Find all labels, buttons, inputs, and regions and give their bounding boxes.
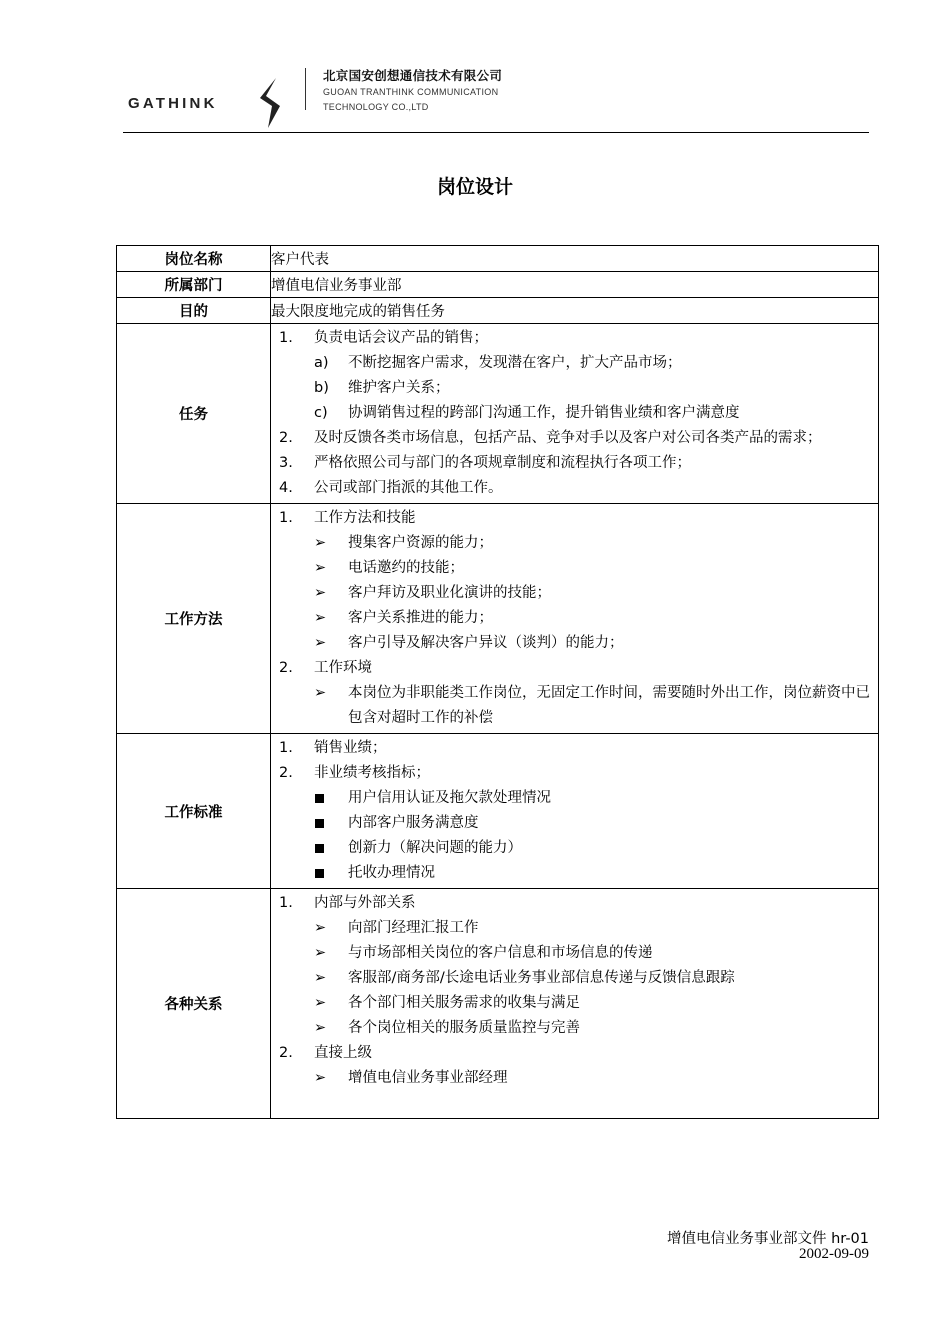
- company-logo-wordmark: GATHINK: [128, 95, 218, 112]
- list-item: 内部客户服务满意度: [279, 811, 878, 836]
- list-item: ➢ 向部门经理汇报工作: [279, 916, 878, 941]
- header-rule: [123, 132, 869, 133]
- list-item: ➢ 与市场部相关岗位的客户信息和市场信息的传递: [279, 941, 878, 966]
- list-item: c) 协调销售过程的跨部门沟通工作，提升销售业绩和客户满意度: [314, 405, 740, 421]
- row-goal: [117, 298, 879, 324]
- list-item: ➢ 客户拜访及职业化演讲的技能；: [279, 581, 878, 606]
- list-item: ➢ 增值电信业务事业部经理: [279, 1066, 878, 1091]
- value-work-standard: [271, 734, 879, 889]
- list-item: 4. 公司或部门指派的其他工作。: [279, 480, 503, 496]
- list-item: 2. 直接上级: [279, 1045, 372, 1061]
- arrow-bullet-icon: ➢: [314, 560, 327, 576]
- list-item: 1. 内部与外部关系: [279, 895, 416, 911]
- list-item: a) 不断挖掘客户需求，发现潜在客户，扩大产品市场；: [314, 355, 682, 371]
- square-bullet-icon: [315, 819, 324, 828]
- company-name-cn: 北京国安创想通信技术有限公司: [323, 68, 503, 83]
- company-name-en-line1: GUOAN TRANTHINK COMMUNICATION: [323, 87, 499, 97]
- header-separator: [305, 68, 306, 110]
- arrow-bullet-icon: ➢: [314, 635, 327, 651]
- footer-date: 2002-09-09: [799, 1246, 869, 1262]
- list-item: ➢ 各个部门相关服务需求的收集与满足: [279, 991, 878, 1016]
- list-item: 创新力（解决问题的能力）: [279, 836, 878, 861]
- list-item: b) 维护客户关系；: [314, 380, 450, 396]
- value-position-name: 客户代表: [271, 246, 879, 272]
- arrow-bullet-icon: ➢: [314, 970, 327, 986]
- value-tasks: [271, 324, 879, 504]
- page-title: 岗位设计: [436, 176, 513, 198]
- list-item: 1. 工作方法和技能: [279, 510, 416, 526]
- arrow-bullet-icon: ➢: [314, 995, 327, 1011]
- row-work-standard: [117, 734, 879, 889]
- value-department: 增值电信业务事业部: [271, 272, 879, 298]
- value-goal: 最大限度地完成的销售任务: [271, 298, 879, 324]
- arrow-bullet-icon: ➢: [314, 535, 327, 551]
- label-work-standard: 工作标准: [117, 734, 271, 889]
- label-goal: 目的: [117, 298, 271, 324]
- list-item: 1. 销售业绩；: [279, 740, 387, 756]
- list-item: ➢ 客户引导及解决客户异议（谈判）的能力；: [279, 631, 878, 656]
- value-relations: [271, 889, 879, 1119]
- arrow-bullet-icon: ➢: [314, 685, 327, 701]
- arrow-bullet-icon: ➢: [314, 585, 327, 601]
- arrow-bullet-icon: ➢: [314, 945, 327, 961]
- arrow-bullet-icon: ➢: [314, 610, 327, 626]
- footer-doc-label: 增值电信业务事业部文件 hr-01: [666, 1231, 869, 1247]
- row-tasks: [117, 324, 879, 504]
- arrow-bullet-icon: ➢: [314, 1070, 327, 1086]
- row-position-name: [117, 246, 879, 272]
- label-department: 所属部门: [117, 272, 271, 298]
- square-bullet-icon: [315, 844, 324, 853]
- list-item: 1. 负责电话会议产品的销售；: [279, 330, 488, 346]
- arrow-bullet-icon: ➢: [314, 1020, 327, 1036]
- list-item: 2. 及时反馈各类市场信息，包括产品、竞争对手以及客户对公司各类产品的需求；: [279, 430, 822, 446]
- square-bullet-icon: [315, 794, 324, 803]
- square-bullet-icon: [315, 869, 324, 878]
- list-item: ➢ 本岗位为非职能类工作岗位，无固定工作时间，需要随时外出工作，岗位薪资中已包含对超时工作的补偿: [279, 681, 878, 731]
- list-item: 2. 工作环境: [279, 660, 372, 676]
- list-item: 用户信用认证及拖欠款处理情况: [279, 786, 878, 811]
- label-tasks: 任务: [117, 324, 271, 504]
- label-work-method: 工作方法: [117, 504, 271, 734]
- list-item: 托收办理情况: [279, 861, 878, 886]
- list-item: 2. 非业绩考核指标；: [279, 765, 430, 781]
- arrow-bullet-icon: ➢: [314, 920, 327, 936]
- list-item: ➢ 客户关系推进的能力；: [279, 606, 878, 631]
- list-item: ➢ 搜集客户资源的能力；: [279, 531, 878, 556]
- label-relations: 各种关系: [117, 889, 271, 1119]
- list-item: ➢ 各个岗位相关的服务质量监控与完善: [279, 1016, 878, 1041]
- row-department: [117, 272, 879, 298]
- label-position-name: 岗位名称: [117, 246, 271, 272]
- company-logo-icon: [258, 76, 286, 130]
- list-item: ➢ 客服部/商务部/长途电话业务事业部信息传递与反馈信息跟踪: [279, 966, 878, 991]
- row-work-method: [117, 504, 879, 734]
- list-item: 3. 严格依照公司与部门的各项规章制度和流程执行各项工作；: [279, 455, 691, 471]
- value-work-method: [271, 504, 879, 734]
- list-item: ➢ 电话邀约的技能；: [279, 556, 878, 581]
- company-name-en-line2: TECHNOLOGY CO.,LTD: [323, 102, 429, 112]
- row-relations: [117, 889, 879, 1119]
- job-design-table: [116, 245, 879, 1119]
